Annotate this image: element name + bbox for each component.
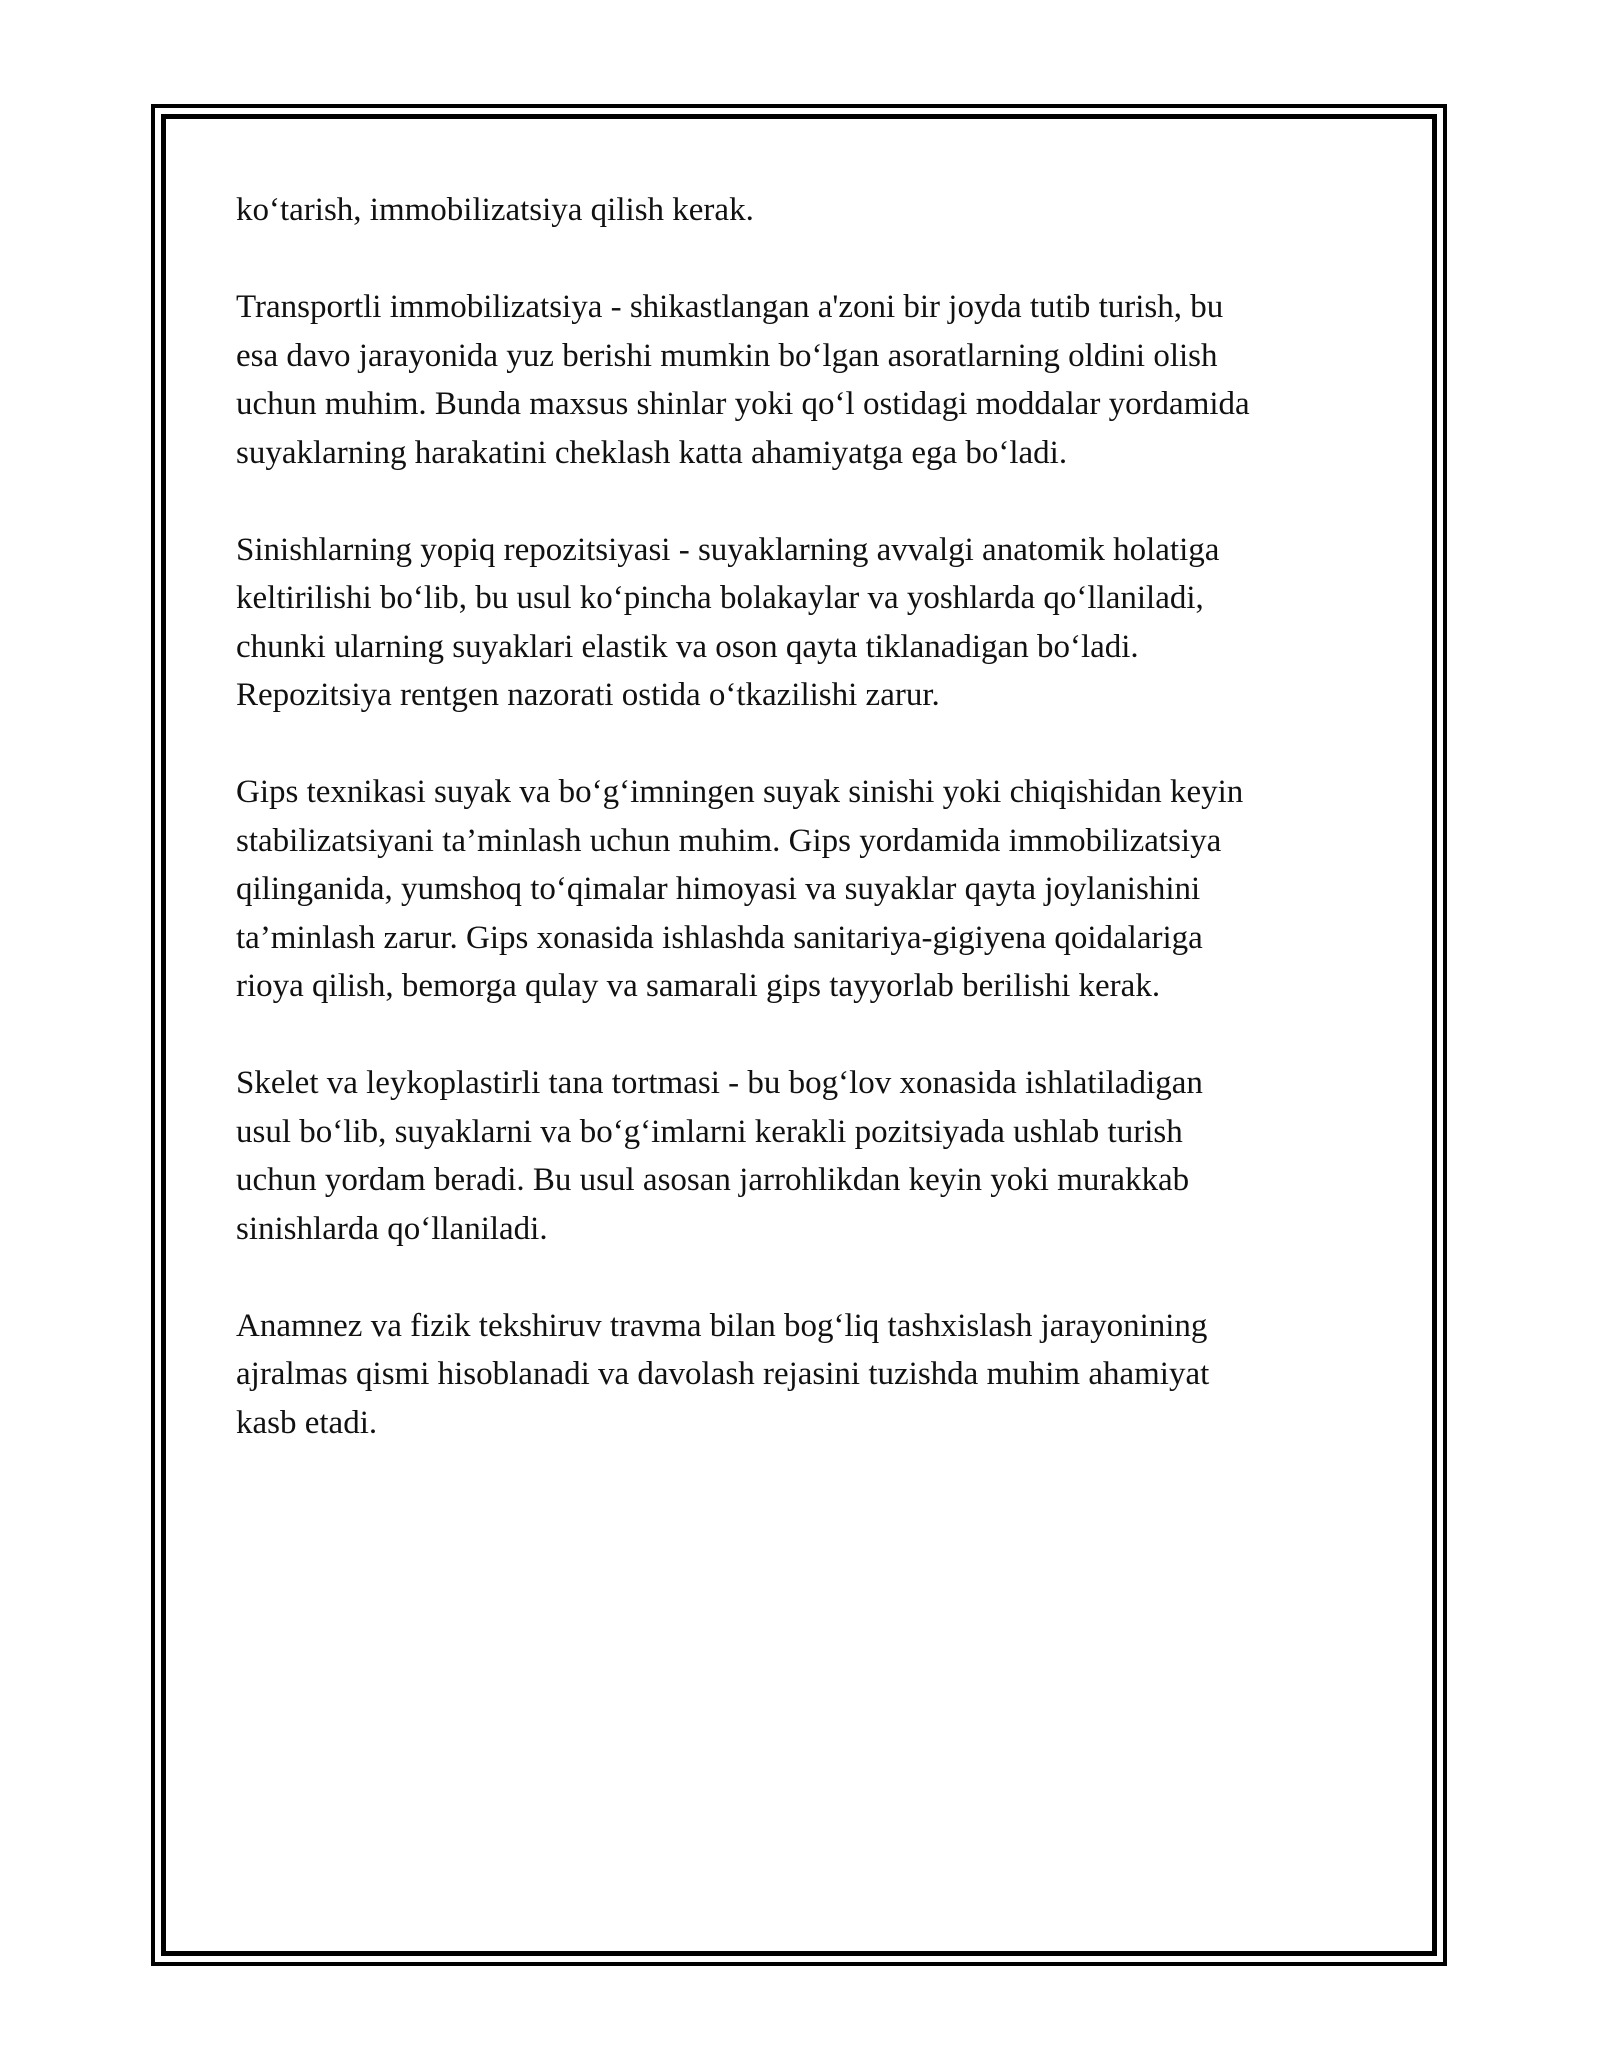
text-line: suyaklarning harakatini cheklash katta ahamiyatga ega bo‘ladi. (236, 434, 1068, 471)
text-line: rioya qilish, bemorga qulay va samarali gips tayyorlab berilishi kerak. (236, 968, 1161, 1004)
text-line: uchun yordam beradi. Bu usul asosan jarrohlikdan keyin yoki murakkab (236, 1162, 1190, 1198)
paragraph (236, 526, 1376, 720)
text-line: usul bo‘lib, suyaklarni va bo‘g‘imlarni kerakli pozitsiyada ushlab turish (236, 1113, 1183, 1150)
text-line: esa davo jarayonida yuz berishi mumkin bo‘lgan asoratlarning oldini olish (236, 337, 1218, 374)
text-line: Gips texnikasi suyak va bo‘g‘imningen suyak sinishi yoki chiqishidan keyin (236, 774, 1244, 810)
text-line: Repozitsiya rentgen nazorati ostida o‘tkazilishi zarur. (236, 677, 940, 713)
paragraph (236, 768, 1376, 1011)
text-line: Sinishlarning yopiq repozitsiyasi - suyaklarning avvalgi anatomik holatiga (236, 531, 1220, 568)
text-line: uchun muhim. Bunda maxsus shinlar yoki qo‘l ostidagi moddalar yordamida (236, 386, 1250, 422)
paragraph (236, 283, 1376, 477)
text-line: qilinganida, yumshoq to‘qimalar himoyasi va suyaklar qayta joylanishini (236, 871, 1201, 907)
text-line: sinishlarda qo‘llaniladi. (236, 1210, 548, 1247)
text-line: kasb etadi. (236, 1404, 378, 1441)
text-line: stabilizatsiyani ta’minlash uchun muhim. Gips yordamida immobilizatsiya (236, 822, 1222, 859)
text-line: chunki ularning suyaklari elastik va oson qayta tiklanadigan bo‘ladi. (236, 628, 1139, 665)
text-line: ko‘tarish, immobilizatsiya qilish kerak. (236, 192, 754, 228)
document-body (236, 186, 1376, 1496)
paragraph (236, 1302, 1376, 1448)
text-line: ajralmas qismi hisoblanadi va davolash rejasini tuzishda muhim ahamiyat (236, 1356, 1210, 1392)
paragraph (236, 1059, 1376, 1253)
text-line: Transportli immobilizatsiya - shikastlangan a'zoni bir joyda tutib turish, bu (236, 289, 1224, 325)
text-line: Anamnez va fizik tekshiruv travma bilan bog‘liq tashxislash jarayonining (236, 1307, 1208, 1344)
text-line: ta’minlash zarur. Gips xonasida ishlashda sanitariya-gigiyena qoidalariga (236, 919, 1203, 956)
text-line: Skelet va leykoplastirli tana tortmasi - bu bog‘lov xonasida ishlatiladigan (236, 1065, 1203, 1101)
paragraph (236, 186, 1376, 235)
text-line: keltirilishi bo‘lib, bu usul ko‘pincha bolakaylar va yoshlarda qo‘llaniladi, (236, 580, 1204, 616)
